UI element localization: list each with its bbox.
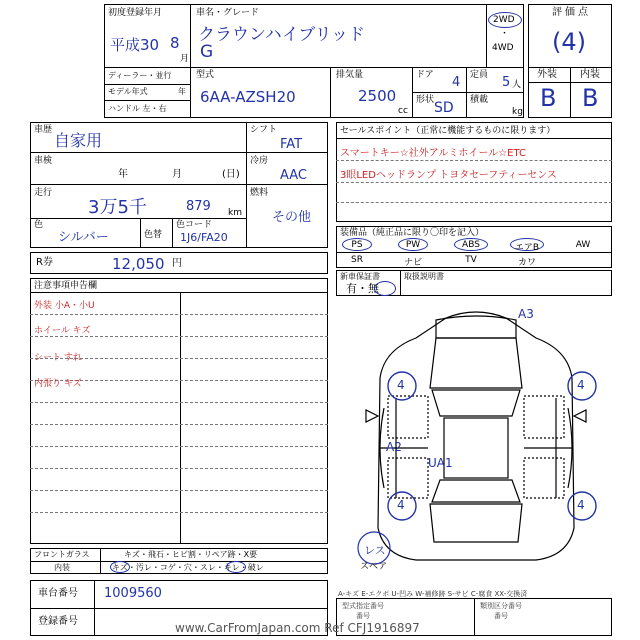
load-label: 積載 bbox=[470, 95, 489, 105]
usage-label: 車歴 bbox=[34, 125, 53, 135]
shift: FAT bbox=[280, 137, 303, 152]
warranty-value: 有・無 bbox=[346, 282, 379, 295]
drive-2wd: 2WD bbox=[493, 15, 515, 25]
chassis-no: 1009560 bbox=[104, 586, 162, 601]
diagram-mark-ua1: UA1 bbox=[428, 456, 453, 470]
equip-airbag: エアB bbox=[514, 243, 540, 253]
equip-abs: ABS bbox=[462, 240, 480, 250]
watermark: www.CarFromJapan.com Ref CFJ1916897 bbox=[175, 621, 420, 635]
displacement: 2500 bbox=[358, 87, 397, 105]
cc-unit: cc bbox=[398, 106, 408, 116]
front-glass-label: フロントガラス bbox=[34, 550, 90, 559]
drive-4wd: 4WD bbox=[492, 43, 514, 53]
damage-legend: A-キズ E-エクボ U-凹み W-補修跡 S-サビ C-腐食 XX-交換済 bbox=[338, 590, 528, 598]
model-code: 6AA-AZSH20 bbox=[200, 88, 296, 106]
insp-month: 月 bbox=[172, 169, 182, 180]
inspection-label: 車検 bbox=[34, 156, 53, 166]
aircon: AAC bbox=[280, 168, 307, 183]
reg-no-label: 登録番号 bbox=[38, 616, 78, 627]
capacity-unit: 人 bbox=[512, 80, 522, 90]
fuel: その他 bbox=[272, 210, 312, 225]
recycle: 12,050 bbox=[112, 255, 165, 273]
kg-unit: kg bbox=[512, 107, 523, 117]
color-label: 色 bbox=[34, 220, 44, 230]
shape: SD bbox=[434, 100, 454, 116]
interior-options: キズ・汚レ・コゲ・穴・スレ・キレ・破レ bbox=[112, 563, 264, 572]
spare-note: レス bbox=[364, 544, 386, 557]
mileage: 3万5千 bbox=[88, 197, 147, 218]
first-reg-label: 初度登録年月 bbox=[108, 8, 163, 18]
km-unit: km bbox=[228, 208, 242, 218]
equipment-title: 装備品（純正品に限り〇印を記入） bbox=[340, 228, 485, 238]
fuel-label: 燃料 bbox=[250, 188, 269, 198]
year-unit: 年 bbox=[178, 87, 186, 96]
first-reg-era: 平成30 bbox=[110, 36, 160, 54]
handle-label: ハンドル 左・右 bbox=[108, 104, 167, 113]
car-name-label: 車名・グレード bbox=[196, 8, 260, 18]
color-change-label: 色替 bbox=[144, 230, 163, 240]
exterior-label: 外装 bbox=[537, 69, 557, 80]
yen-unit: 円 bbox=[172, 258, 182, 269]
note-line-4: 内張り キズ bbox=[34, 379, 82, 389]
displacement-label: 排気量 bbox=[336, 70, 364, 80]
month-unit: 月 bbox=[180, 54, 190, 64]
diagram-mark-a3: A3 bbox=[518, 307, 534, 321]
shift-label: シフト bbox=[250, 125, 278, 135]
equip-leather: カワ bbox=[517, 258, 536, 268]
chassis-no-label: 車台番号 bbox=[38, 588, 78, 599]
mileage-label: 走行 bbox=[34, 188, 53, 198]
class-designation-no: 番号 bbox=[494, 612, 508, 620]
front-glass-options: キズ・飛石・ヒビ割・リペア跡・X要 bbox=[124, 550, 258, 559]
diagram-mark-a2: A2 bbox=[386, 440, 402, 454]
interior-label: 内装 bbox=[580, 69, 600, 80]
first-reg-month: 8 bbox=[170, 34, 180, 52]
dealer-label: ディーラー・並行 bbox=[108, 71, 172, 80]
model-code-label: 型式 bbox=[196, 70, 215, 80]
capacity-label: 定員 bbox=[470, 70, 489, 80]
color-code-label: 色コード bbox=[176, 220, 213, 230]
score-label: 評価点 bbox=[552, 7, 591, 18]
spare-label: スペア bbox=[360, 562, 388, 572]
door-label: ドア bbox=[416, 70, 434, 80]
equip-tv: TV bbox=[465, 255, 477, 265]
notes-title: 注意事項申告欄 bbox=[34, 281, 98, 291]
note-line-2: ホイール キズ bbox=[34, 326, 91, 336]
type-designation-no: 番号 bbox=[356, 612, 370, 620]
exterior-grade: B bbox=[540, 84, 557, 112]
equip-aw: AW bbox=[575, 240, 591, 250]
mileage-extra: 879 bbox=[186, 199, 211, 214]
color-code: 1J6/FA20 bbox=[180, 231, 228, 244]
capacity: 5 bbox=[502, 75, 511, 90]
note-line-1: 外装 小A・小U bbox=[34, 301, 95, 311]
sales-point-line2: 3眼LEDヘッドランプ トヨタセーフティーセンス bbox=[340, 170, 557, 181]
drive-sep: ・ bbox=[500, 29, 510, 39]
insp-day: (日) bbox=[222, 169, 240, 180]
diagram-mark-wheel-rl: 4 bbox=[397, 498, 405, 512]
diagram-mark-wheel-rr: 4 bbox=[577, 498, 585, 512]
interior-grade: B bbox=[582, 84, 599, 112]
class-designation-label: 類別区分番号 bbox=[480, 602, 522, 610]
equip-sr: SR bbox=[351, 255, 363, 265]
score-value: (4) bbox=[552, 28, 586, 56]
color: シルバー bbox=[58, 230, 109, 245]
grade: G bbox=[200, 42, 214, 62]
warranty-label: 新車保証書 bbox=[340, 272, 380, 281]
model-year-label: モデル年式 bbox=[108, 87, 148, 96]
sales-point-line1: スマートキー☆社外アルミホイール☆ETC bbox=[340, 148, 526, 159]
equip-navi: ナビ bbox=[403, 258, 422, 268]
note-line-3: シート すれ bbox=[34, 353, 82, 363]
sales-points-title: セールスポイント（正常に機能するものに限ります） bbox=[340, 126, 556, 136]
equip-ps: PS bbox=[351, 240, 363, 250]
doors: 4 bbox=[452, 75, 461, 90]
type-designation-label: 型式指定番号 bbox=[342, 602, 384, 610]
interior-note-label: 内装 bbox=[54, 563, 70, 572]
usage: 自家用 bbox=[54, 131, 103, 150]
aircon-label: 冷房 bbox=[250, 156, 269, 166]
diagram-mark-wheel-fl: 4 bbox=[397, 378, 405, 392]
insp-year: 年 bbox=[118, 169, 128, 180]
recycle-label: R券 bbox=[36, 257, 53, 268]
car-name: クラウンハイブリッド bbox=[198, 25, 365, 45]
diagram-mark-wheel-fr: 4 bbox=[577, 378, 585, 392]
manual-label: 取扱説明書 bbox=[404, 272, 444, 281]
shape-label: 形状 bbox=[416, 95, 435, 105]
equip-pw: PW bbox=[405, 240, 421, 250]
